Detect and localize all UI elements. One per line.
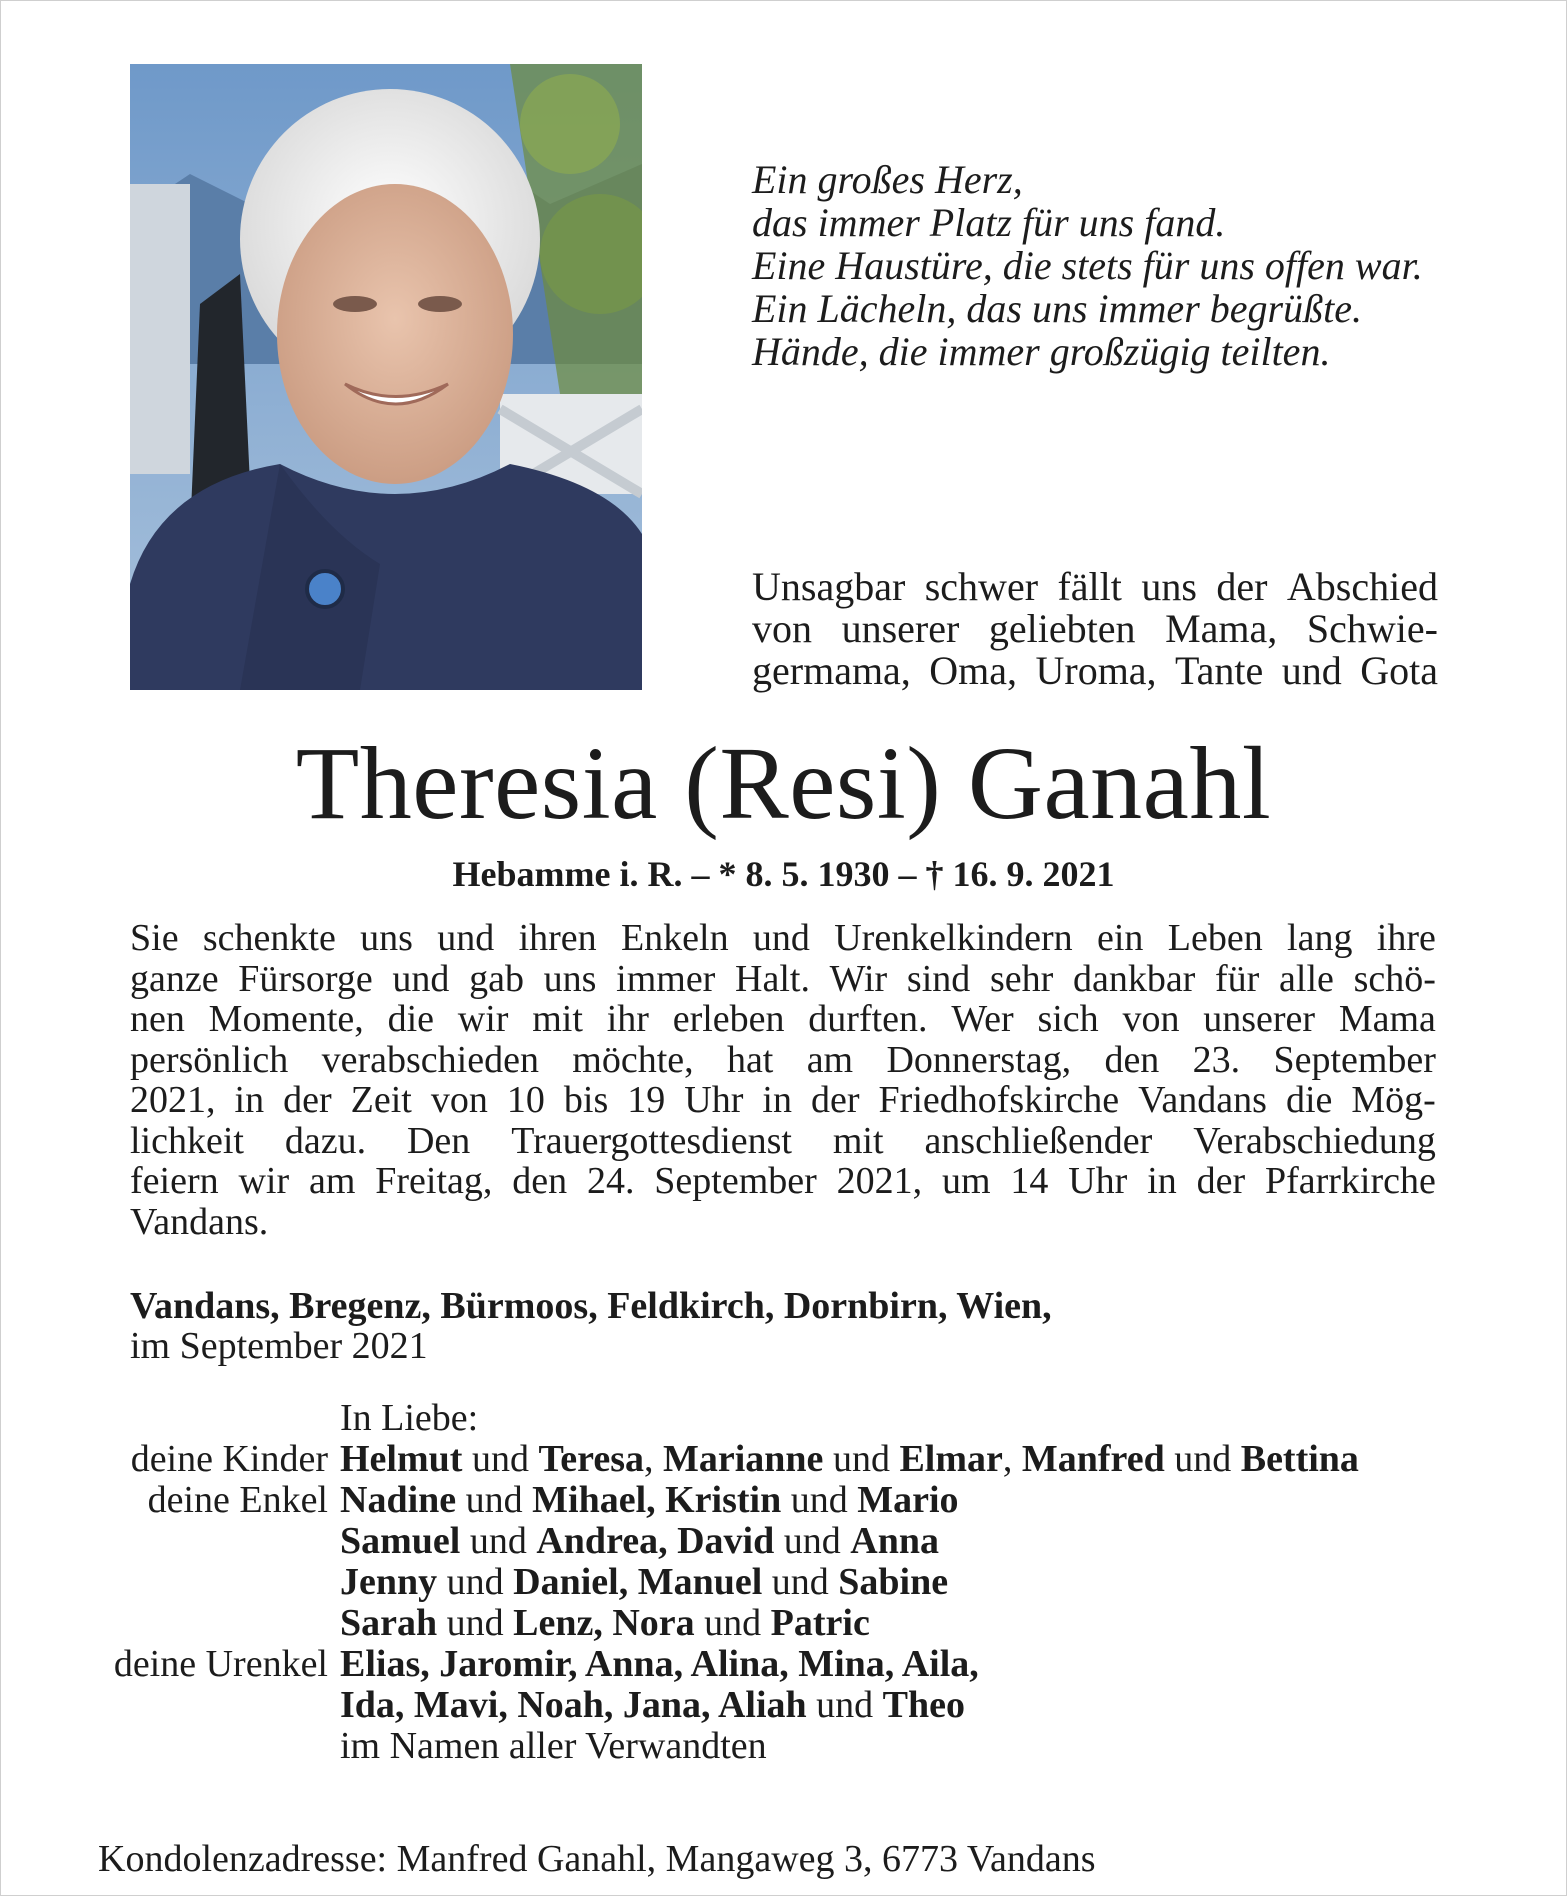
word: dankbar bbox=[1072, 957, 1196, 1000]
word: Abschied bbox=[1286, 564, 1438, 609]
body-line bbox=[130, 918, 1436, 959]
word: feiern bbox=[130, 1160, 219, 1202]
word: Verabschiedung bbox=[1193, 1119, 1436, 1162]
family-heading-row bbox=[0, 1398, 1567, 1439]
word: Schwie- bbox=[1306, 606, 1438, 651]
word: Tante bbox=[1175, 648, 1264, 693]
family-names-urenkel bbox=[340, 1644, 979, 1685]
word: ihre bbox=[1376, 917, 1436, 959]
connector-text: und bbox=[694, 1602, 771, 1644]
word: und bbox=[1281, 648, 1342, 693]
word: der bbox=[1196, 1160, 1246, 1202]
family-label-urenkel: deine Urenkel bbox=[113, 1643, 328, 1685]
family-name: Marianne bbox=[663, 1438, 824, 1480]
word: ihren bbox=[518, 917, 597, 959]
word: Oma, bbox=[929, 648, 1018, 693]
word: germama, bbox=[752, 648, 911, 693]
connector-text: und bbox=[462, 1438, 539, 1480]
family-name: Jenny bbox=[340, 1561, 438, 1603]
word: hat bbox=[726, 1038, 774, 1081]
poem-line: Ein Lächeln, das uns immer begrüßte. bbox=[752, 286, 1362, 331]
family-row-kinder bbox=[0, 1439, 1567, 1480]
word: Gota bbox=[1360, 648, 1438, 693]
word: dazu. bbox=[284, 1119, 367, 1162]
word: ihr bbox=[606, 998, 649, 1040]
word: September bbox=[1273, 1038, 1436, 1081]
family-names-enkel bbox=[340, 1603, 870, 1644]
word: schö- bbox=[1353, 957, 1436, 1000]
word: schwer bbox=[924, 564, 1039, 609]
body-line bbox=[130, 999, 1436, 1040]
word: persönlich bbox=[130, 1038, 289, 1081]
word: wir bbox=[238, 1160, 290, 1202]
intro-text bbox=[752, 566, 1438, 692]
word: durften. bbox=[808, 998, 928, 1040]
word: immer bbox=[616, 957, 716, 1000]
word: September bbox=[654, 1160, 817, 1202]
word: wir bbox=[457, 998, 509, 1040]
word: Wir bbox=[829, 957, 888, 1000]
connector-text: und bbox=[1164, 1438, 1241, 1480]
word: die bbox=[387, 998, 435, 1040]
poem bbox=[752, 158, 1512, 373]
family-name: Theo bbox=[882, 1684, 966, 1726]
word: Freitag, bbox=[375, 1160, 493, 1202]
condolence-address: Kondolenzadresse: Manfred Ganahl, Mangaweg 3, 6773 Vandans bbox=[98, 1838, 1096, 1880]
word: Uhr bbox=[1068, 1160, 1128, 1202]
portrait-photo bbox=[130, 64, 642, 690]
family-name: Sarah bbox=[340, 1602, 438, 1644]
word: lichkeit bbox=[130, 1119, 244, 1162]
word: Uroma, bbox=[1035, 648, 1157, 693]
family-name: Elias, Jaromir, Anna, Alina, Mina, Aila, bbox=[340, 1643, 979, 1685]
family-names-enkel bbox=[340, 1480, 959, 1521]
connector-text: und bbox=[806, 1684, 883, 1726]
body-line bbox=[130, 1080, 1436, 1121]
family-name: Patric bbox=[770, 1602, 870, 1644]
word: und bbox=[752, 917, 810, 959]
family-name: Manfred bbox=[1021, 1438, 1165, 1480]
word: Mama, bbox=[1165, 606, 1278, 651]
connector-text: und bbox=[762, 1561, 839, 1603]
word: Vandans. bbox=[130, 1200, 269, 1243]
body-line bbox=[130, 1161, 1436, 1202]
word: erleben bbox=[672, 998, 785, 1040]
word: sehr bbox=[989, 957, 1054, 1000]
obituary-text bbox=[130, 918, 1436, 1242]
family-list bbox=[0, 1398, 1567, 1767]
word: sich bbox=[1037, 998, 1099, 1040]
word: in bbox=[234, 1079, 265, 1121]
family-name: Nadine bbox=[340, 1479, 457, 1521]
family-name: Daniel, Manuel bbox=[513, 1561, 763, 1603]
family-label-kinder: deine Kinder bbox=[130, 1438, 328, 1480]
word: uns bbox=[543, 957, 597, 1000]
family-names-enkel bbox=[340, 1521, 939, 1562]
body-line bbox=[130, 1202, 1436, 1243]
word: unserer bbox=[1203, 998, 1316, 1040]
word: Halt. bbox=[735, 957, 810, 1000]
word: den bbox=[512, 1160, 568, 1202]
family-name: Mihael, Kristin bbox=[532, 1479, 782, 1521]
connector-text: und bbox=[437, 1602, 514, 1644]
word: uns bbox=[1141, 564, 1197, 609]
family-name: Bettina bbox=[1240, 1438, 1359, 1480]
word: unserer bbox=[841, 606, 960, 651]
word: möchte, bbox=[572, 1038, 694, 1081]
connector-text: und bbox=[774, 1520, 851, 1562]
word: Fürsorge bbox=[238, 957, 373, 1000]
life-dates: Hebamme i. R. – * 8. 5. 1930 – † 16. 9. 2021 bbox=[452, 854, 1115, 894]
family-row-enkel bbox=[0, 1562, 1567, 1603]
word: den bbox=[1104, 1038, 1160, 1081]
word: verabschieden bbox=[321, 1038, 539, 1081]
intro-line bbox=[752, 566, 1438, 608]
word: von bbox=[752, 606, 812, 651]
word: Sie bbox=[130, 917, 179, 959]
word: Trauergottesdienst bbox=[511, 1119, 792, 1162]
family-heading: In Liebe: bbox=[340, 1397, 479, 1439]
word: Unsagbar bbox=[752, 564, 906, 609]
word: geliebten bbox=[988, 606, 1136, 651]
word: Mama bbox=[1338, 998, 1436, 1040]
word: der bbox=[1216, 564, 1268, 609]
poem-line: Ein großes Herz, bbox=[752, 157, 1023, 202]
poem-line: Eine Haustüre, die stets für uns offen war. bbox=[752, 243, 1423, 288]
word: und bbox=[437, 917, 495, 959]
word: ein bbox=[1097, 917, 1144, 959]
connector-text: und bbox=[823, 1438, 900, 1480]
poem-line: das immer Platz für uns fand. bbox=[752, 200, 1226, 245]
word: sind bbox=[906, 957, 971, 1000]
family-name: Elmar bbox=[899, 1438, 1003, 1480]
word: 2021, bbox=[130, 1079, 216, 1121]
word: 24. bbox=[586, 1160, 635, 1202]
word: der bbox=[810, 1079, 860, 1121]
word: 14 bbox=[1010, 1160, 1049, 1202]
word: mit bbox=[832, 1119, 884, 1162]
word: am bbox=[308, 1160, 356, 1202]
word: Vandans bbox=[1138, 1079, 1267, 1121]
family-closing: im Namen aller Verwandten bbox=[340, 1725, 767, 1767]
connector-text: und bbox=[781, 1479, 858, 1521]
connector-text: , bbox=[644, 1438, 663, 1480]
word: Friedhofskirche bbox=[878, 1079, 1120, 1121]
family-name: Sabine bbox=[838, 1561, 949, 1603]
word: Pfarrkirche bbox=[1264, 1160, 1436, 1202]
poem-line: Hände, die immer großzügig teilten. bbox=[752, 329, 1331, 374]
connector-text: und bbox=[456, 1479, 533, 1521]
family-name: Lenz, Nora bbox=[513, 1602, 695, 1644]
word: um bbox=[941, 1160, 991, 1202]
word: der bbox=[283, 1079, 332, 1121]
family-names-urenkel bbox=[340, 1685, 965, 1726]
family-name: Samuel bbox=[340, 1520, 461, 1562]
word: Momente, bbox=[208, 998, 364, 1040]
family-row-urenkel bbox=[0, 1685, 1567, 1726]
intro-line bbox=[752, 650, 1438, 692]
word: lang bbox=[1287, 917, 1353, 959]
word: fällt bbox=[1057, 564, 1122, 609]
word: Urenkelkindern bbox=[834, 917, 1073, 959]
deceased-name: Theresia (Resi) Ganahl bbox=[295, 726, 1272, 841]
word: 19 bbox=[627, 1079, 666, 1121]
word: Uhr bbox=[684, 1079, 744, 1121]
word: bis bbox=[563, 1079, 609, 1121]
word: schenkte bbox=[202, 917, 336, 959]
connector-text: und bbox=[437, 1561, 514, 1603]
word: 10 bbox=[506, 1079, 545, 1121]
places-cities: Vandans, Bregenz, Bürmoos, Feldkirch, Dornbirn, Wien, bbox=[130, 1285, 1052, 1327]
family-names-kinder bbox=[340, 1439, 1359, 1480]
family-name: Teresa bbox=[538, 1438, 644, 1480]
places-date: im September 2021 bbox=[130, 1325, 428, 1367]
family-row-enkel bbox=[0, 1603, 1567, 1644]
word: Enkeln bbox=[620, 917, 729, 959]
word: 23. bbox=[1192, 1038, 1241, 1081]
family-label-enkel: deine Enkel bbox=[147, 1479, 328, 1521]
family-closing-row bbox=[0, 1726, 1567, 1767]
family-name: Mario bbox=[857, 1479, 959, 1521]
word: nen bbox=[130, 998, 185, 1040]
family-name: Anna bbox=[850, 1520, 939, 1562]
word: mit bbox=[532, 998, 583, 1040]
word: die bbox=[1285, 1079, 1333, 1121]
word: Donnerstag, bbox=[886, 1038, 1072, 1081]
word: Wer bbox=[951, 998, 1014, 1040]
family-name: Ida, Mavi, Noah, Jana, Aliah bbox=[340, 1684, 807, 1726]
portrait-image bbox=[130, 64, 642, 690]
family-row-enkel bbox=[0, 1521, 1567, 1562]
family-row-urenkel bbox=[0, 1644, 1567, 1685]
word: Leben bbox=[1167, 917, 1263, 959]
intro-line bbox=[752, 608, 1438, 650]
word: Mög- bbox=[1351, 1079, 1436, 1121]
connector-text: , bbox=[1002, 1438, 1022, 1480]
word: alle bbox=[1279, 957, 1334, 1000]
word: von bbox=[430, 1079, 488, 1121]
word: am bbox=[806, 1038, 854, 1081]
family-name: Andrea, David bbox=[536, 1520, 775, 1562]
family-names-enkel bbox=[340, 1562, 948, 1603]
word: in bbox=[762, 1079, 792, 1121]
family-row-enkel bbox=[0, 1480, 1567, 1521]
body-line bbox=[130, 959, 1436, 1000]
word: gab bbox=[469, 957, 524, 1000]
connector-text: und bbox=[460, 1520, 537, 1562]
word: und bbox=[392, 957, 450, 1000]
word: ganze bbox=[130, 957, 219, 1000]
word: Zeit bbox=[350, 1079, 412, 1121]
word: anschließender bbox=[924, 1119, 1153, 1162]
body-line bbox=[130, 1040, 1436, 1081]
body-line bbox=[130, 1121, 1436, 1162]
word: 2021, bbox=[836, 1160, 923, 1202]
word: für bbox=[1215, 957, 1260, 1000]
family-name: Helmut bbox=[340, 1438, 463, 1480]
places-block bbox=[130, 1286, 1052, 1366]
word: von bbox=[1122, 998, 1180, 1040]
word: uns bbox=[360, 917, 413, 959]
word: in bbox=[1147, 1160, 1177, 1202]
word: Den bbox=[406, 1119, 471, 1162]
